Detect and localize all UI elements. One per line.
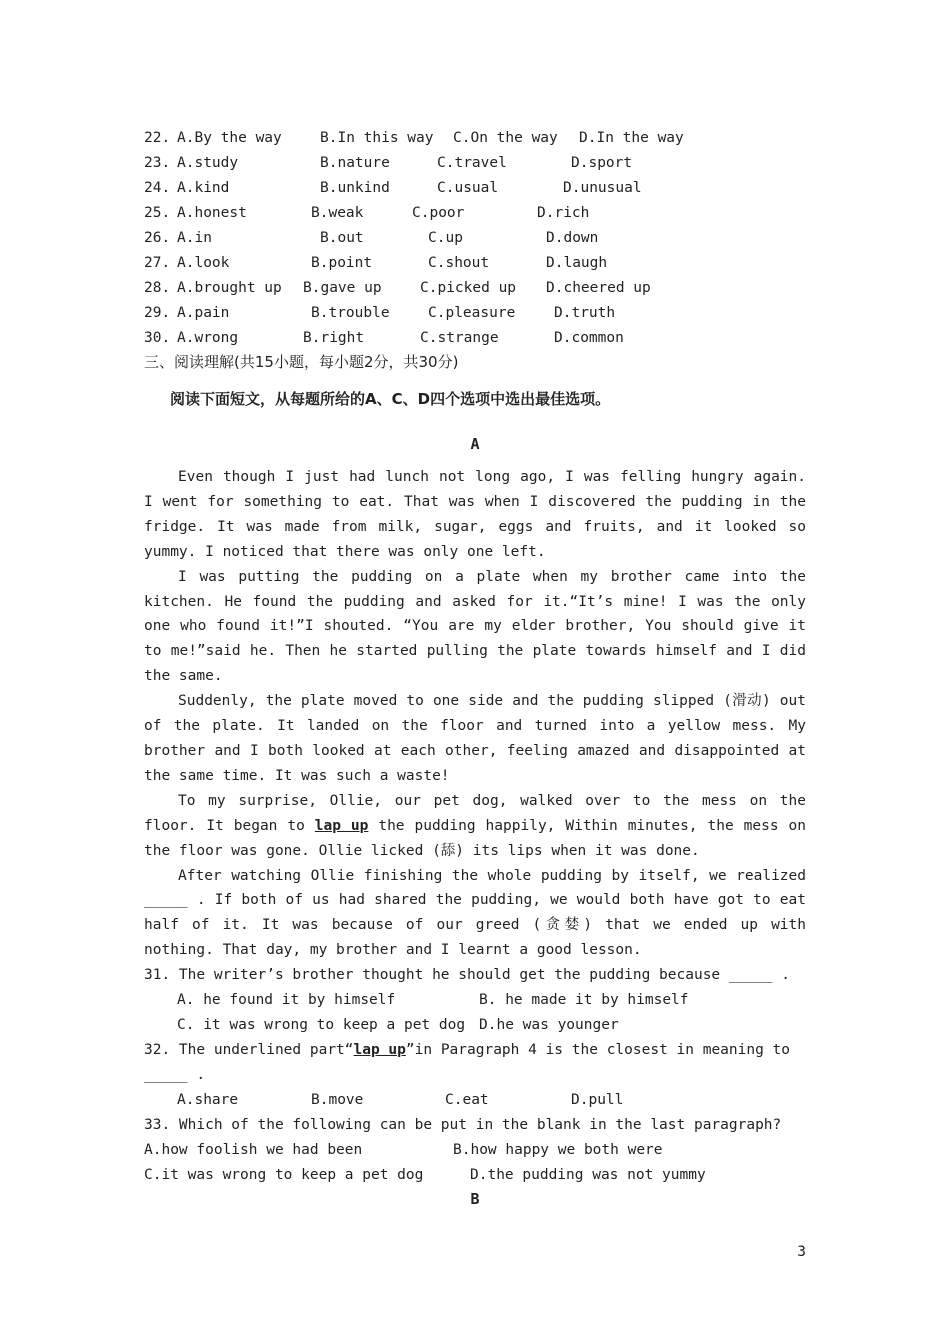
paragraph-2: I was putting the pudding on a plate when my brother came into the kitchen. He found the pudding and asked for it.“It’s mine! I was the only one who found it!”I shouted. “You are my elder brother, You should give it to me!”said he. Then he started pulling the plate towards himself and I did the same. [144, 568, 806, 685]
question-number: 22. [144, 130, 171, 146]
q33-option-b: B.how happy we both were [453, 1142, 663, 1158]
option-b: B.In this way [320, 130, 434, 146]
q32-option-d: D.pull [571, 1092, 624, 1108]
option-a: A.By the way [177, 130, 282, 146]
option-b: B.right [303, 330, 365, 346]
q31-option-a: A. he found it by himself [177, 992, 396, 1008]
option-c: C.up [428, 230, 463, 246]
option-c: C.picked up [420, 280, 517, 296]
option-a: A.look [177, 255, 230, 271]
paragraph-3: Suddenly, the plate moved to one side and the pudding slipped (滑动) out of the plate. It landed on the floor and turned into a yellow mess. My brother and I both looked at each other, feeling amazed and disappointed at the same time. It was such a waste! [144, 693, 806, 784]
passage-a-body [144, 465, 806, 963]
question-number: 24. [144, 180, 171, 196]
option-b: B.nature [320, 155, 390, 171]
option-d: D.truth [554, 305, 616, 321]
option-d: D.rich [537, 205, 590, 221]
q33-option-d: D.the pudding was not yummy [470, 1167, 706, 1183]
option-d: D.down [546, 230, 599, 246]
page-number: 3 [797, 1244, 806, 1260]
option-c: C.shout [428, 255, 490, 271]
option-a: A.kind [177, 180, 230, 196]
q32-end: ”in Paragraph 4 is the closest in meaning to [405, 1042, 791, 1058]
passage-label: A [470, 435, 480, 453]
q32-start: 32. The underlined part“ [144, 1042, 354, 1058]
option-c: C.travel [437, 155, 507, 171]
question-33: 33. Which of the following can be put in the blank in the last paragraph? [144, 1117, 782, 1133]
option-d: D.unusual [563, 180, 642, 196]
option-c: C.strange [420, 330, 499, 346]
question-number: 23. [144, 155, 171, 171]
option-c: C.pleasure [428, 305, 516, 321]
option-d: D.cheered up [546, 280, 651, 296]
q33-option-c: C.it was wrong to keep a pet dog [144, 1167, 424, 1183]
paragraph-4 [144, 789, 806, 864]
option-c: C.usual [437, 180, 499, 196]
question-number: 27. [144, 255, 171, 271]
question-number: 25. [144, 205, 171, 221]
question-31: 31. The writer’s brother thought he should get the pudding because _____ . [144, 967, 791, 983]
section-instruction: 阅读下面短文，从每题所给的A、C、D四个选项中选出最佳选项。 [170, 390, 611, 408]
q31-option-d: D.he was younger [479, 1017, 619, 1033]
option-a: A.pain [177, 305, 230, 321]
option-d: D.sport [571, 155, 633, 171]
question-32 [144, 1040, 790, 1060]
q32-blank: _____ . [144, 1067, 206, 1083]
option-a: A.brought up [177, 280, 282, 296]
option-a: A.in [177, 230, 212, 246]
passage-b-label: B [470, 1190, 480, 1208]
option-a: A.study [177, 155, 239, 171]
question-number: 28. [144, 280, 171, 296]
q32-option-a: A.share [177, 1092, 239, 1108]
question-number: 26. [144, 230, 171, 246]
option-c: C.On the way [453, 130, 558, 146]
option-b: B.weak [311, 205, 364, 221]
q32-option-b: B.move [311, 1092, 364, 1108]
section-title: 三、阅读理解(共15小题，每小题2分，共30分) [144, 353, 459, 371]
option-c: C.poor [412, 205, 465, 221]
question-number: 30. [144, 330, 171, 346]
q31-option-b: B. he made it by himself [479, 992, 689, 1008]
question-number: 29. [144, 305, 171, 321]
paragraph-4-start: To my surprise, Ollie, our pet dog, walked over to the mess on the floor. It began to [144, 792, 806, 834]
option-d: D.laugh [546, 255, 608, 271]
option-b: B.unkind [320, 180, 390, 196]
paragraph-4-end: the pudding happily, Within minutes, the mess on the floor was gone. Ollie licked (舔) its lips when it was done. [144, 817, 806, 859]
paragraph-5: After watching Ollie finishing the whole pudding by itself, we realized _____ . If both of us had shared the pudding, we would both have got to eat half of it. It was because of our greed (贪婪) that we ended up with nothing. That day, my brother and I learnt a good lesson. [144, 867, 806, 959]
option-d: D.In the way [579, 130, 684, 146]
option-d: D.common [554, 330, 624, 346]
q31-option-c: C. it was wrong to keep a pet dog [177, 1017, 466, 1033]
option-b: B.trouble [311, 305, 390, 321]
option-b: B.out [320, 230, 364, 246]
q33-option-a: A.how foolish we had been [144, 1142, 363, 1158]
option-b: B.point [311, 255, 373, 271]
option-b: B.gave up [303, 280, 382, 296]
paragraph-1: Even though I just had lunch not long ago, I was felling hungry again. I went for something to eat. That was when I discovered the pudding in the fridge. It was made from milk, sugar, eggs and fruits, and it looked so yummy. I noticed that there was only one left. [144, 469, 806, 560]
q32-underlined-phrase: lap up [353, 1042, 406, 1058]
option-a: A.wrong [177, 330, 239, 346]
q32-option-c: C.eat [445, 1092, 489, 1108]
underlined-phrase: lap up [314, 817, 369, 834]
option-a: A.honest [177, 205, 247, 221]
